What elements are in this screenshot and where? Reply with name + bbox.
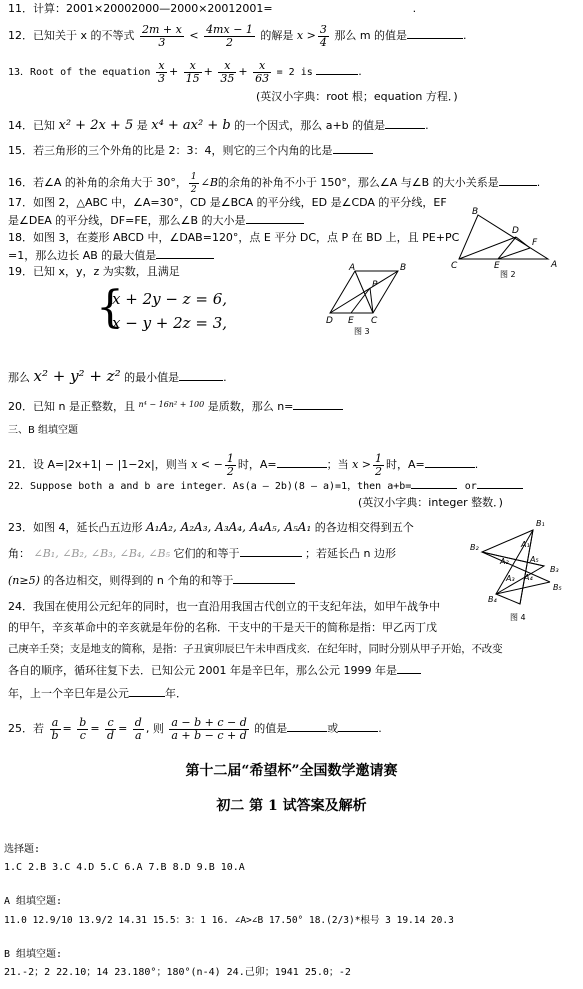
fig2-label: A [551, 260, 558, 270]
answer-blank [385, 118, 425, 129]
q18-line1: 18．如图 3，在菱形 ABCD 中，∠DAB=120°，点 E 平分 DC，点 P 在 BD 上，且 PE+PC [8, 231, 460, 244]
fraction: $\frac{2m + x}{3}$ [142, 22, 182, 49]
fig3-label: B [400, 263, 407, 273]
answer-blank [425, 457, 475, 468]
answer-blank [233, 573, 295, 584]
fig3-caption: 图 3 [354, 327, 370, 336]
answer-blank [477, 478, 523, 489]
fig4-label: A₃ [506, 574, 515, 583]
q23-line1: 23．如图 4，延长凸五边形 A₁A₂, A₂A₃, A₃A₄, A₄A₅, A₅A₁ 的各边相交得到五个 [8, 520, 414, 534]
fig3-label: C [371, 316, 378, 326]
figure-3 [322, 262, 418, 338]
q22-line1: 22．Suppose both a and b are integer．As(a — 2b)(8 — a)=1，then a+b= or [8, 478, 523, 494]
fraction: $\frac{4mx - 1}{2}$ [206, 22, 253, 49]
fig3-label: A [349, 263, 356, 273]
fig4-label: B₄ [488, 595, 497, 604]
fig4-label: A₁ [521, 540, 530, 549]
q19-eq1: x + 2y − z = 6, [112, 290, 228, 308]
fig2-label: C [451, 261, 458, 271]
answer-blank [246, 213, 304, 224]
answer-blank [397, 663, 421, 674]
q18-line2: =1，那么边长 AB 的最大值是 [8, 248, 214, 263]
q23-line3: (n≥5) 的各边相交，则得到的 n 个角的和等于 [8, 573, 295, 588]
fig3-label: P [372, 280, 378, 290]
q20: 20．已知 n 是正整数，且 $^{n^4 - 16n^2 + 100}$ 是质数，那么 n= [8, 398, 343, 414]
fig4-label: B₁ [536, 519, 545, 528]
q22-note: (英汉小字典：integer 整数．) [358, 496, 503, 509]
answer-blank [287, 721, 327, 732]
fig4-label: A₅ [530, 555, 539, 564]
fig3-label: E [348, 316, 354, 326]
figure-2 [448, 207, 576, 279]
q24-line4: 各自的顺序，循环往复下去．已知公元 2001 年是辛巳年，那么公元 1999 年是 [8, 663, 421, 678]
q11: 11．计算：2001×20002000—2000×20012001= . [8, 2, 417, 15]
fig2-label: E [494, 261, 500, 271]
answers-subtitle: 初二 第 1 试答案及解析 [216, 798, 367, 814]
fig4-label: A₄ [524, 573, 533, 582]
fig4-label: A₂ [500, 557, 509, 566]
fig4-label: B₅ [553, 583, 562, 592]
q16: 16．若∠A 的补角的余角大于 30°， $\frac{1}{2}$ ∠B的余角的补角不小于 150°，那么∠A 与∠B 的大小关系是 . [8, 171, 541, 195]
q23-line2: 角： ∠B₁, ∠B₂, ∠B₃, ∠B₄, ∠B₅ 它们的和等于 ；若延长凸 n 边形 [8, 547, 396, 560]
q12: 12．已知关于 x 的不等式 $\frac{2m + x}{3}$ < $\frac{4mx - 1}{2}$ 的解是 x > $\frac{3}{4}$ 那么 m 的值是 . [8, 22, 467, 49]
fig2-label: D [512, 226, 519, 236]
fig4-label: B₃ [550, 565, 559, 574]
answer-blank [277, 457, 327, 468]
answers-title: 第十二届“希望杯”全国数学邀请赛 [185, 763, 398, 779]
q24-line2: 的甲午，辛亥革命中的辛亥就是年份的名称．干支中的干是天干的简称是指：甲乙丙丁戊 [8, 621, 437, 634]
figure-4 [470, 514, 568, 624]
fig2-label: B [472, 207, 479, 217]
answer-blank [240, 546, 302, 557]
q25: 25．若 $\frac{a}{b}$ = $\frac{b}{c}$ = $\frac{c}{d}$ = $\frac{d}{a}$ , 则 $\frac{a - b + c - d}{a + b - c + d}$ 的值是 或 . [8, 715, 382, 742]
q19-eq2: x − y + 2z = 3, [112, 314, 228, 332]
q24-line5: 年，上一个辛巳年是公元 年． [8, 687, 187, 700]
q24-line3: 己庚辛壬癸；支是地支的简称，是指：子丑寅卯辰巳午未申酉戌亥．在纪年时，同时分别从甲子开始，不改变 [8, 643, 503, 655]
q21: 21．设 A=|2x+1| − |1−2x|，则当 x < − $\frac{1}{2}$ 时，A= ；当 x > $\frac{1}{2}$ 时，A= . [8, 451, 479, 478]
choice-answers: 1.C 2.B 3.C 4.D 5.C 6.A 7.B 8.D 9.B 10.A [4, 862, 245, 873]
choice-label: 选择题: [4, 844, 41, 855]
q14: 14．已知 x² + 2x + 5 是 x⁴ + ax² + b 的一个因式，那么 a+b 的值是 . [8, 118, 429, 133]
fig4-caption: 图 4 [510, 613, 526, 622]
answer-blank [293, 399, 343, 410]
fig2-caption: 图 2 [500, 270, 516, 279]
q15: 15．若三角形的三个外角的比是 2：3：4，则它的三个内角的比是 [8, 143, 373, 158]
star-edge [496, 582, 550, 594]
answer-blank [338, 721, 378, 732]
answer-blank [129, 686, 165, 697]
q17-line1: 17．如图 2，△ABC 中，∠A=30°，CD 是∠BCA 的平分线，ED 是∠CDA 的平分线，EF [8, 196, 447, 209]
section-b-heading: 三、B 组填空题 [8, 425, 79, 436]
answer-blank [316, 64, 358, 75]
answer-blank [499, 175, 537, 186]
segment-df [516, 237, 530, 248]
fig4-label: B₂ [470, 543, 479, 552]
fig2-label: F [532, 238, 538, 248]
fraction: $\frac{3}{4}$ [319, 22, 327, 49]
q24-line1: 24．我国在使用公元纪年的同时，也一直沿用我国古代创立的干支纪年法，如甲午战争中 [8, 600, 440, 613]
fig3-label: D [326, 316, 333, 326]
answer-blank [411, 478, 457, 489]
brace-icon: { [96, 282, 124, 333]
answer-blank [179, 370, 223, 381]
q19-line1: 19．已知 x，y，z 为实数，且满足 [8, 265, 180, 278]
group-a-label: A 组填空题: [4, 896, 63, 907]
answer-blank [156, 248, 214, 259]
q13-note: (英汉小字典：root 根；equation 方程．) [256, 90, 458, 103]
q17-line2: 是∠DEA 的平分线，DF=FE，那么∠B 的大小是 [8, 213, 304, 228]
answer-blank [333, 143, 373, 154]
star-outline [482, 530, 544, 604]
group-a-answers: 11.0 12.9/10 13.9/2 14.31 15.5：3：1 16. ∠A>∠B 17.50° 18.(2/3)*根号 3 19.14 20.3 [4, 915, 454, 926]
q13: 13．Root of the equation $\frac{x}{3}$ + $\frac{x}{15}$ + $\frac{x}{35}$ + $\frac{x}{63}$ = 2 is . [8, 58, 362, 85]
group-b-answers: 21.-2；2 22.10；14 23.180°；180°(n-4) 24.己卯；1941 25.0；-2 [4, 967, 351, 978]
star-edge [482, 552, 550, 582]
group-b-label: B 组填空题: [4, 949, 63, 960]
q19-answer: 那么 x² + y² + z² 的最小值是 . [8, 367, 227, 385]
answer-blank [407, 28, 463, 39]
